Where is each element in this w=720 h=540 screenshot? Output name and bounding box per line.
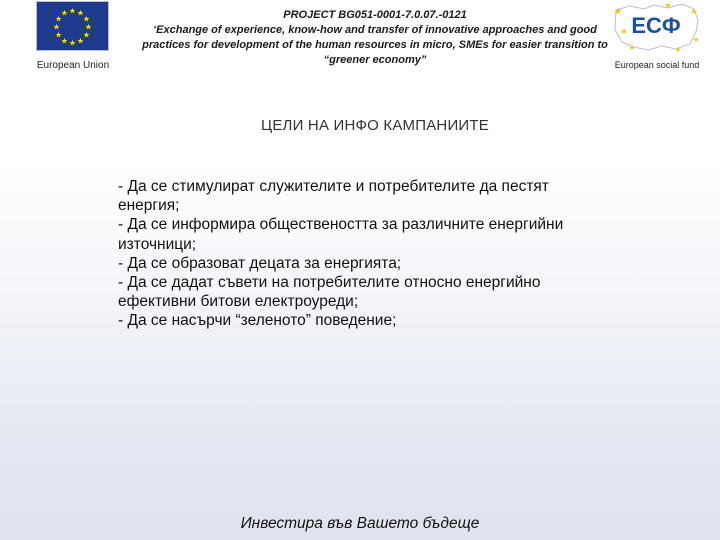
svg-text:★: ★	[52, 22, 61, 32]
eu-label: European Union	[36, 60, 110, 71]
svg-text:★: ★	[84, 22, 93, 32]
eu-stars-circle	[53, 7, 92, 48]
svg-text:★: ★	[620, 27, 628, 36]
svg-text:★: ★	[68, 6, 77, 16]
esf-logo	[610, 0, 702, 54]
goal-item: - Да се стимулират служителите и потребителите да пестят енергия;	[118, 178, 549, 215]
svg-text:★: ★	[82, 30, 90, 40]
goal-item: - Да се образоват децата за енергията;	[118, 254, 402, 272]
goal-item: - Да се информира обществеността за различните енергийни източници;	[118, 216, 564, 253]
svg-text:★: ★	[82, 14, 90, 24]
svg-text:★: ★	[55, 30, 63, 40]
svg-text:★: ★	[664, 1, 672, 10]
project-title: ‘Exchange of experience, know-how and transfer of innovative approaches and good practices for development of the human resources in micro, SMEs for easier transition to “greener economy”	[142, 24, 608, 66]
svg-text:★: ★	[674, 46, 682, 54]
project-header	[140, 8, 610, 68]
esf-logo-text: ЕСФ	[631, 13, 681, 38]
project-code: PROJECT BG051-0001-7.0.07.-0121	[283, 9, 467, 21]
svg-text:★: ★	[692, 36, 700, 44]
footer-slogan: Инвестира във Вашето бъдеще	[240, 515, 480, 532]
goals-list	[118, 177, 588, 331]
svg-text:★: ★	[60, 8, 69, 18]
svg-text:★: ★	[76, 8, 85, 18]
svg-text:★: ★	[60, 36, 69, 46]
svg-text:★: ★	[55, 14, 63, 24]
slide-title: ЦЕЛИ НА ИНФО КАМПАНИИТЕ	[261, 117, 489, 134]
goal-item: - Да се насърчи “зеленото” поведение;	[118, 312, 397, 330]
svg-text:★: ★	[613, 7, 623, 17]
svg-text:★: ★	[690, 7, 698, 16]
goal-item: - Да се дадат съвети на потребителите относно енергийно ефективни битови електроуреди;	[118, 274, 541, 311]
svg-text:★: ★	[76, 36, 85, 46]
eu-flag-logo	[36, 1, 109, 51]
svg-text:★: ★	[68, 38, 77, 48]
esf-label: European social fund	[614, 60, 700, 70]
svg-text:★: ★	[628, 44, 636, 52]
